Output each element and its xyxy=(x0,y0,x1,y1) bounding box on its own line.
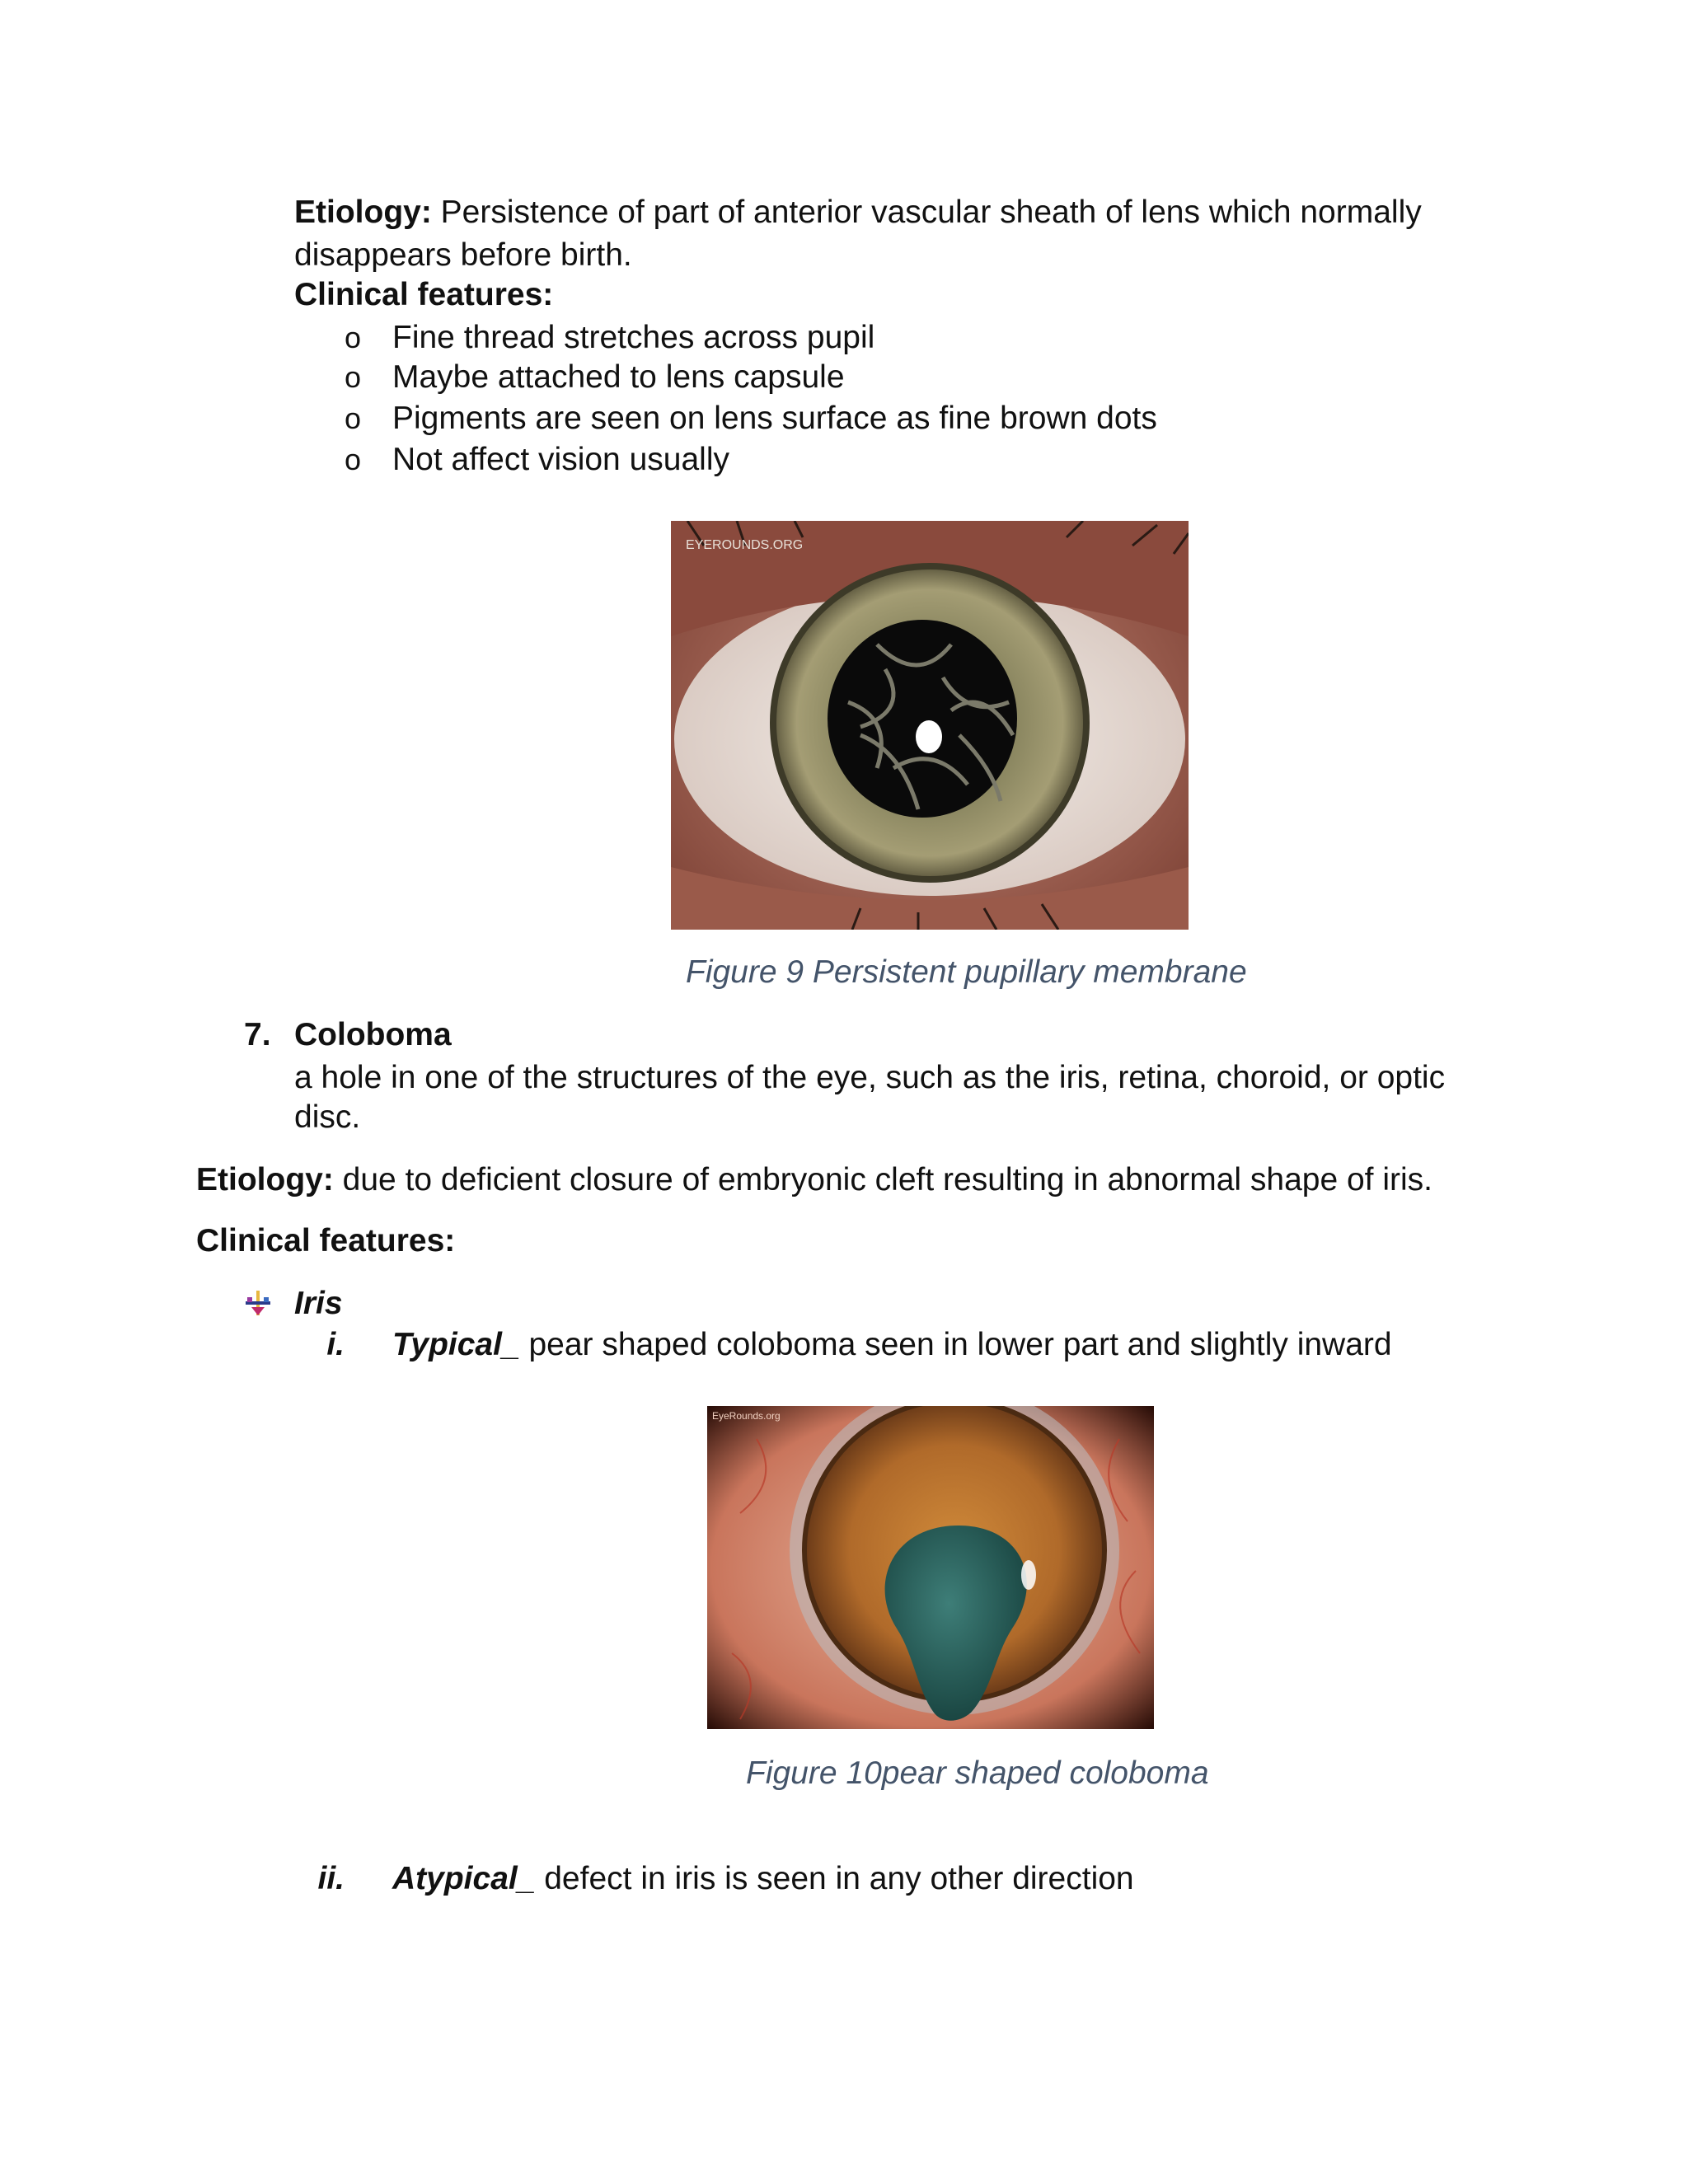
typical-numeral: i. xyxy=(326,1327,345,1362)
etiology-line-1 xyxy=(294,193,1422,232)
iris-heading: Iris xyxy=(294,1286,343,1321)
figure-9-caption: Figure 9 Persistent pupillary membrane xyxy=(686,954,1247,990)
figure-watermark: EYEROUNDS.ORG xyxy=(686,538,804,552)
typical-label: Typical_ xyxy=(392,1327,520,1362)
list-item: Pigments are seen on lens surface as fine brown dots xyxy=(392,401,1157,436)
bullet-marker: o xyxy=(345,321,362,354)
section-title: Coloboma xyxy=(294,1017,452,1052)
atypical-label: Atypical_ xyxy=(392,1861,536,1896)
coloboma-etiology xyxy=(196,1160,1432,1200)
section-number: 7. xyxy=(244,1017,271,1052)
etiology-label: Etiology: xyxy=(196,1162,334,1197)
etiology-text: due to deficient closure of embryonic cleft resulting in abnormal shape of iris. xyxy=(333,1162,1433,1197)
bullet-marker: o xyxy=(345,360,362,394)
etiology-label: Etiology: xyxy=(294,194,432,230)
typical-text: pear shaped coloboma seen in lower part and slightly inward xyxy=(519,1327,1392,1362)
figure-watermark: EyeRounds.org xyxy=(712,1410,781,1422)
atypical-item xyxy=(392,1859,1134,1899)
coloboma-definition-line-2: disc. xyxy=(294,1099,361,1135)
pear-shaped-coloboma-photo xyxy=(707,1406,1154,1729)
coloboma-photo-illustration xyxy=(707,1406,1154,1729)
coloboma-definition-line-1: a hole in one of the structures of the eye, such as the iris, retina, choroid, or optic xyxy=(294,1060,1446,1095)
typical-item xyxy=(392,1325,1392,1365)
list-item: Fine thread stretches across pupil xyxy=(392,320,875,355)
clinical-features-heading: Clinical features: xyxy=(294,277,554,312)
etiology-line-2: disappears before birth. xyxy=(294,237,632,273)
arrow-cross-bullet-icon xyxy=(244,1289,272,1317)
list-item: Not affect vision usually xyxy=(392,442,729,477)
persistent-pupillary-membrane-photo xyxy=(671,521,1189,930)
clinical-features-heading: Clinical features: xyxy=(196,1223,456,1258)
etiology-text: Persistence of part of anterior vascular sheath of lens which normally xyxy=(431,194,1422,230)
list-item: Maybe attached to lens capsule xyxy=(392,359,845,395)
atypical-numeral: ii. xyxy=(317,1861,345,1896)
bullet-marker: o xyxy=(345,401,362,435)
bullet-marker: o xyxy=(345,443,362,476)
eye-photo-illustration xyxy=(671,521,1189,930)
figure-10-caption: Figure 10pear shaped coloboma xyxy=(746,1755,1209,1791)
atypical-text: defect in iris is seen in any other direction xyxy=(535,1861,1134,1896)
